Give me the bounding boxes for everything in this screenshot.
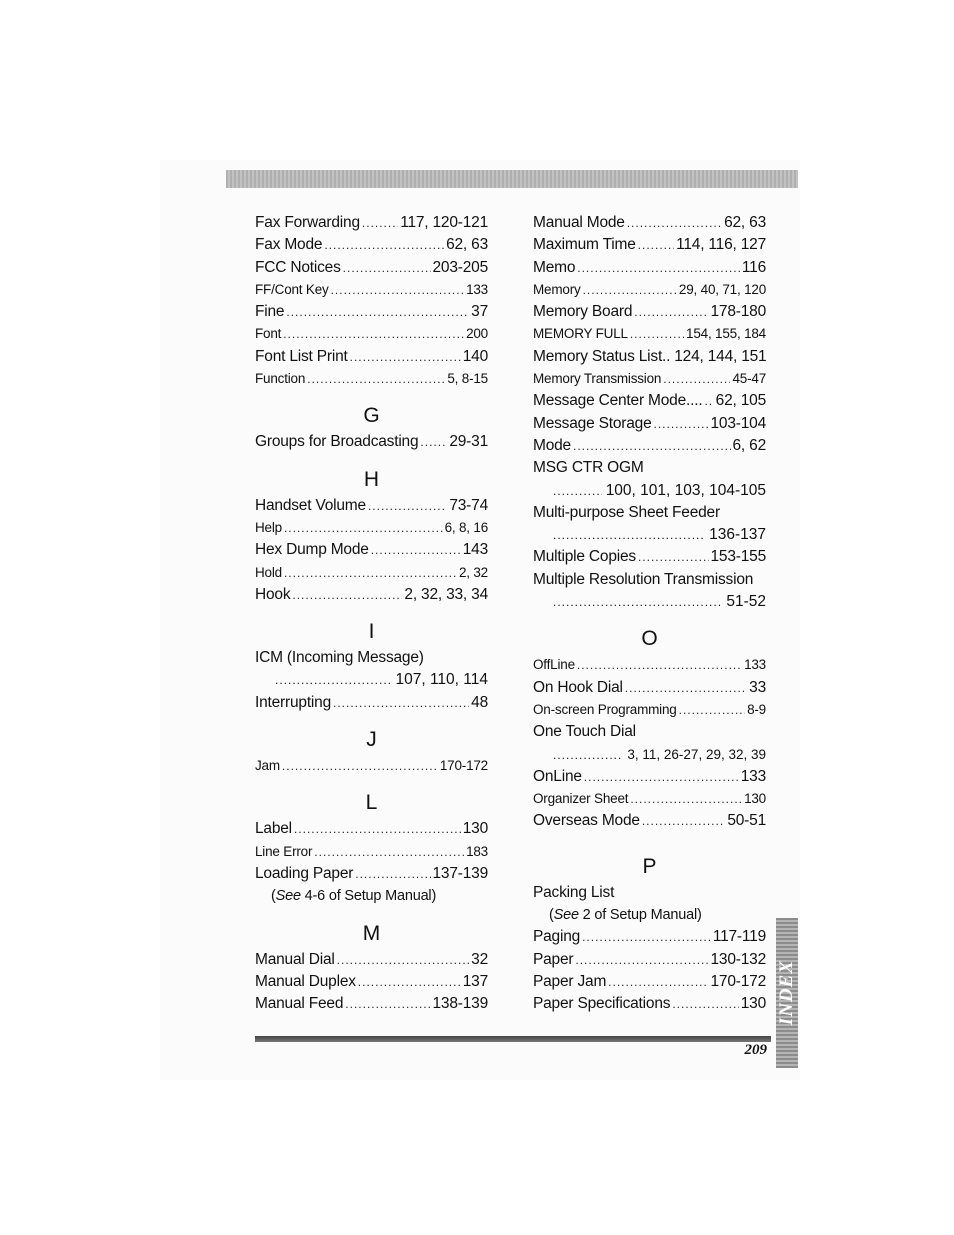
leader-dots [343,257,431,279]
index-entry [255,279,488,301]
entry-term: On Hook Dial [533,678,623,696]
entry-pages: 37 [471,303,488,321]
entry-term: Paging [533,928,581,946]
entry-pages: 203-205 [432,258,488,276]
leader-dots [324,234,444,256]
leader-dots [638,546,709,568]
index-entry [533,279,766,301]
leader-dots [292,584,402,606]
section-letter-h: H [363,467,380,491]
index-entry-continuation [533,744,766,766]
entry-term: Mode [533,436,571,454]
leader-dots [575,949,708,971]
section-letter-j: J [366,728,377,752]
entry-pages: 136-137 [709,526,766,544]
entry-pages: 45-47 [732,371,766,387]
index-entry [533,390,766,412]
section-letter-l: L [365,791,378,815]
entry-term: Handset Volume [255,496,366,514]
entry-term: On-screen Programming [533,701,677,717]
entry-term: OnLine [533,767,582,785]
entry-term: Memory Transmission [533,371,662,387]
index-entry [533,699,766,721]
leader-dots [625,677,747,699]
entry-term: Message Center Mode.... [533,392,703,410]
index-group-f [255,212,488,390]
index-entry [255,346,488,368]
leader-dots [371,539,461,561]
entry-term: FCC Notices [255,258,341,276]
index-entry [255,539,488,561]
section-letter-m: M [362,921,381,945]
leader-dots [355,863,430,885]
entry-term: Fax Mode [255,236,323,254]
entry-pages: 2, 32, 33, 34 [404,585,488,603]
entry-term: Loading Paper [255,864,354,882]
entry-term: FF/Cont Key [255,281,329,297]
leader-dots [577,654,742,676]
index-entry [533,435,766,457]
entry-pages: 114, 116, 127 [676,236,766,254]
entry-term: Paper Jam [533,972,607,990]
entry-pages: 170-172 [710,972,766,990]
entry-term: Manual Duplex [255,972,356,990]
entry-term: OffLine [533,657,575,673]
leader-dots [307,368,445,390]
entry-pages: 51-52 [726,593,766,611]
index-entry [255,212,488,234]
index-entry [255,323,488,345]
entry-term: Multiple Copies [533,548,636,566]
leader-dots [630,323,684,345]
entry-pages: 62, 63 [446,236,488,254]
index-entry [255,517,488,539]
entry-pages: 33 [749,678,766,696]
entry-pages: 116 [741,258,766,276]
leader-dots [638,234,674,256]
entry-pages: 137-139 [432,864,488,882]
index-entry [255,993,488,1015]
entry-term: Label [255,820,292,838]
entry-pages: 32 [471,950,488,968]
entry-pages: 130 [740,995,766,1013]
entry-pages: 8-9 [747,701,766,717]
leader-dots [642,810,726,832]
entry-term: One Touch Dial [533,723,636,741]
entry-term: Font [255,326,282,342]
index-entry [255,562,488,584]
entry-pages: 133 [740,767,766,785]
entry-term: Message Storage [533,414,652,432]
entry-pages: 62, 105 [715,392,766,410]
index-entry [533,949,766,971]
entry-term: Memory [533,281,581,297]
leader-dots [337,949,470,971]
leader-dots [582,926,711,948]
leader-dots [286,301,469,323]
index-entry [255,755,488,777]
index-entry-continuation [255,669,488,691]
index-entry [255,495,488,517]
entry-pages: 73-74 [449,496,488,514]
see-word: See [275,888,301,905]
entry-pages: 117, 120-121 [400,214,488,231]
entry-term: Groups for Broadcasting [255,433,419,451]
entry-term: Hold [255,564,282,580]
leader-dots [553,480,602,502]
index-entry [533,677,766,699]
index-entry [255,863,488,885]
leader-dots [294,818,461,840]
index-entry [533,810,766,832]
entry-term: Memory Status List.. [533,347,671,365]
section-letter-g: G [363,404,380,428]
index-side-tab [776,918,798,1068]
see-word: See [553,907,579,924]
index-entry [533,766,766,788]
entry-pages: 3, 11, 26-27, 29, 32, 39 [627,746,766,762]
leader-dots [608,971,708,993]
see-reference: (See 4-6 of Setup Manual) [271,888,437,905]
leader-dots [553,524,705,546]
entry-term: Function [255,371,306,387]
leader-dots [553,744,623,766]
entry-term: MSG CTR OGM [533,459,644,477]
entry-pages: 154, 155, 184 [686,326,766,342]
leader-dots [284,562,457,584]
index-entry [533,654,766,676]
index-entry-continuation [533,480,766,502]
leader-dots [630,788,742,810]
index-entry [255,234,488,256]
leader-dots [362,212,398,234]
index-entry [533,234,766,256]
entry-term: Paper [533,950,574,968]
index-entry [533,413,766,435]
leader-dots [282,755,438,777]
leader-dots [314,841,464,863]
index-entry-continuation [533,591,766,613]
page-number: 209 [744,1042,767,1058]
entry-term: Help [255,519,282,535]
index-entry [255,431,488,453]
leader-dots [283,323,464,345]
entry-pages: 107, 110, 114 [395,671,488,689]
leader-dots [634,301,708,323]
header-rule [226,170,798,188]
entry-pages: 130-132 [710,950,766,968]
index-entry [533,346,766,368]
index-entry [533,212,766,234]
section-letter-p: P [642,854,657,878]
entry-term: Jam [255,758,280,774]
entry-term: Fax Forwarding [255,214,360,231]
entry-pages: 138-139 [432,995,488,1013]
leader-dots [584,766,739,788]
index-entry [255,971,488,993]
entry-term: Fine [255,303,285,321]
index-entry [533,323,766,345]
index-column-left [255,212,488,1015]
entry-pages: 50-51 [727,812,766,830]
index-entry [255,301,488,323]
entry-term: Manual Dial [255,950,335,968]
entry-pages: 200 [466,326,488,342]
index-entry-continuation [533,524,766,546]
entry-term: Hook [255,585,291,603]
leader-dots [573,435,731,457]
entry-pages: 140 [462,347,488,365]
entry-pages: 29-31 [449,433,488,451]
index-entry [255,257,488,279]
entry-term: Overseas Mode [533,812,640,830]
entry-term: Multi-purpose Sheet Feeder [533,503,720,521]
index-entry [255,368,488,390]
side-tab-label: INDEX [776,960,797,1026]
entry-pages: 170-172 [439,758,488,774]
index-entry [255,818,488,840]
entry-term: Organizer Sheet [533,791,629,807]
entry-pages: 143 [462,541,488,559]
index-column-right [533,212,766,1016]
index-entry [255,692,488,714]
footer-rule [255,1036,771,1042]
index-entry [255,949,488,971]
entry-pages: 133 [466,281,488,297]
leader-dots [704,390,713,412]
entry-term: Multiple Resolution Transmission [533,570,754,588]
leader-dots [358,971,461,993]
entry-pages: 130 [744,791,766,807]
entry-pages: 6, 8, 16 [444,519,488,535]
entry-pages: 133 [744,657,766,673]
entry-pages: 103-104 [710,414,766,432]
leader-dots [577,257,740,279]
see-text: 4-6 of Setup Manual) [300,888,437,905]
entry-term: Hex Dump Mode [255,541,369,559]
index-entry [255,841,488,863]
entry-pages: 62, 63 [724,214,766,231]
entry-pages: 124, 144, 151 [674,347,767,365]
leader-dots [627,212,722,234]
index-entry [533,368,766,390]
entry-term: Memo [533,258,576,276]
entry-pages: 29, 40, 71, 120 [678,281,766,297]
index-entry [533,546,766,568]
leader-dots [654,413,709,435]
entry-term: Interrupting [255,693,332,711]
entry-pages: 183 [466,843,488,859]
leader-dots [672,993,738,1015]
entry-term: Maximum Time [533,236,636,254]
entry-pages: 2, 32 [458,564,488,580]
entry-pages: 178-180 [710,303,766,321]
entry-pages: 130 [462,820,488,838]
index-entry [533,301,766,323]
entry-pages: 100, 101, 103, 104-105 [605,481,766,499]
section-letter-i: I [368,620,375,644]
leader-dots [368,495,447,517]
index-entry [255,584,488,606]
entry-pages: 48 [471,693,488,711]
leader-dots [420,431,447,453]
leader-dots [663,368,730,390]
entry-term: Font List Print [255,347,348,365]
see-text: 2 of Setup Manual) [578,907,702,924]
entry-term: Memory Board [533,303,633,321]
entry-term: ICM (Incoming Message) [255,649,424,667]
leader-dots [345,993,430,1015]
index-entry [533,971,766,993]
entry-pages: 137 [462,972,488,990]
entry-pages: 5, 8-15 [447,371,488,387]
leader-dots [333,692,469,714]
entry-term: Line Error [255,843,313,859]
index-entry [533,993,766,1015]
entry-term: Packing List [533,883,615,901]
index-entry [533,788,766,810]
entry-pages: 153-155 [710,548,766,566]
index-entry [533,257,766,279]
entry-term: MEMORY FULL [533,326,628,342]
entry-term: Paper Specifications [533,995,671,1013]
index-entry [533,926,766,948]
leader-dots [679,699,745,721]
entry-term: Manual Feed [255,995,344,1013]
leader-dots [331,279,464,301]
section-letter-o: O [641,627,658,651]
leader-dots [553,591,722,613]
entry-pages: 117-119 [712,928,766,946]
entry-pages: 6, 62 [732,436,766,454]
leader-dots [275,669,391,691]
see-reference: (See 2 of Setup Manual) [549,907,702,924]
leader-dots [284,517,443,539]
entry-term: Manual Mode [533,214,625,231]
leader-dots [350,346,461,368]
leader-dots [583,279,677,301]
